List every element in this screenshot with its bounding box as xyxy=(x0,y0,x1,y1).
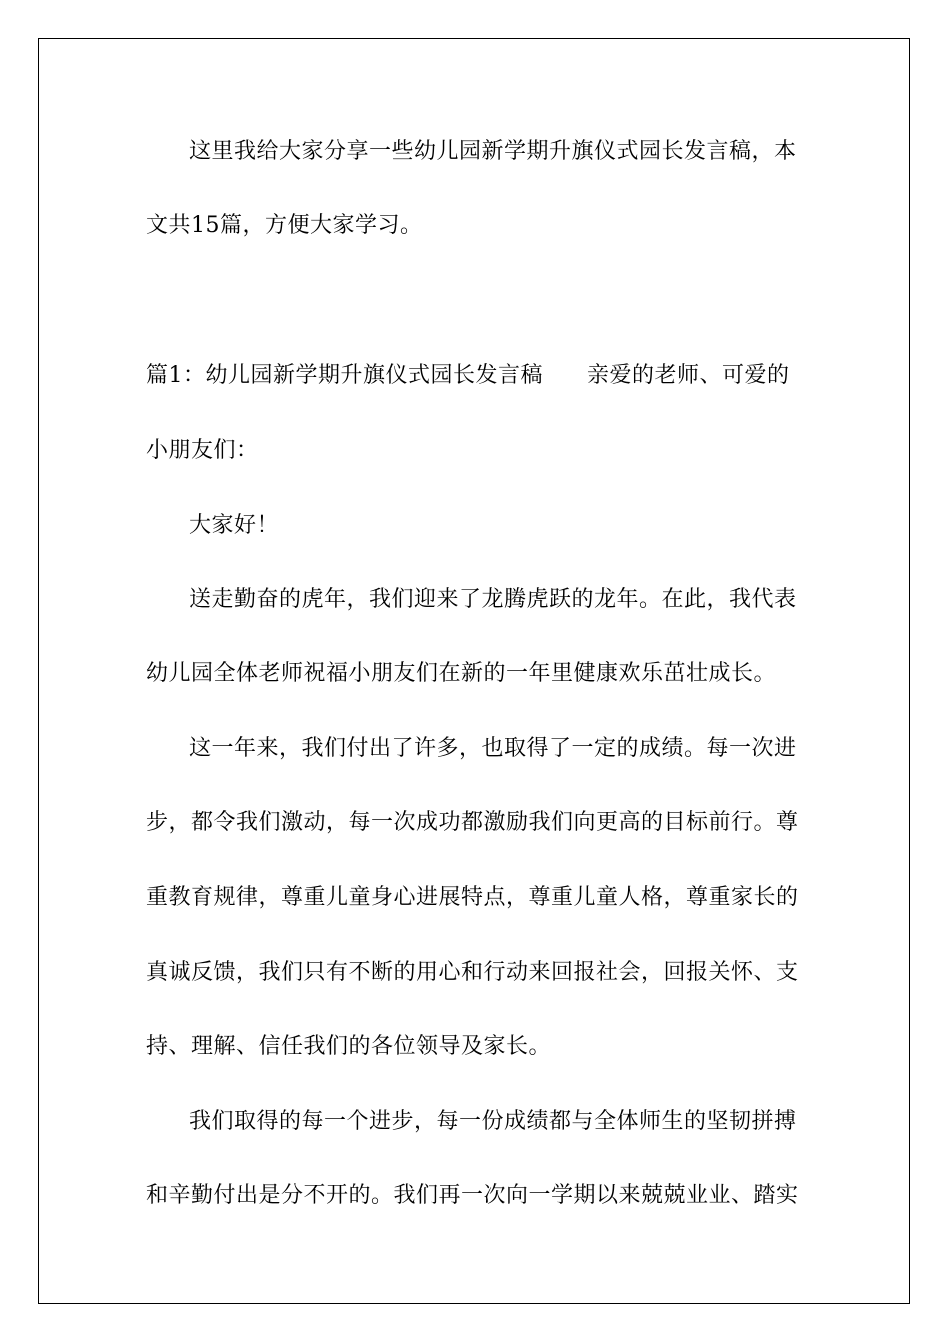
paragraph-3-line-1: 我们取得的每一个进步，每一份成绩都与全体师生的坚韧拼搏 xyxy=(189,1109,797,1134)
paragraph-2-line-2: 步，都令我们激动，每一次成功都激励我们向更高的目标前行。尊 xyxy=(146,810,799,835)
paragraph-2-line-1: 这一年来，我们付出了许多，也取得了一定的成绩。每一次进 xyxy=(189,736,797,761)
salutation-start: 亲爱的老师、可爱的 xyxy=(587,363,790,388)
intro-line-1: 这里我给大家分享一些幼儿园新学期升旗仪式园长发言稿，本 xyxy=(189,139,797,164)
paragraph-1-line-2: 幼儿园全体老师祝福小朋友们在新的一年里健康欢乐茁壮成长。 xyxy=(146,661,777,686)
greeting: 大家好！ xyxy=(189,513,280,538)
paragraph-2-line-5: 持、理解、信任我们的各位领导及家长。 xyxy=(146,1034,552,1059)
paragraph-2-line-4: 真诚反馈，我们只有不断的用心和行动来回报社会，回报关怀、支 xyxy=(146,960,799,985)
salutation-end: 小朋友们： xyxy=(146,438,259,463)
intro-line-2: 文共15篇，方便大家学习。 xyxy=(146,213,423,238)
paragraph-3-line-2: 和辛勤付出是分不开的。我们再一次向一学期以来兢兢业业、踏实 xyxy=(146,1183,799,1208)
section-heading-line xyxy=(146,361,806,391)
paragraph-2-line-3: 重教育规律，尊重儿童身心进展特点，尊重儿童人格，尊重家长的 xyxy=(146,885,799,910)
section-title: 篇1：幼儿园新学期升旗仪式园长发言稿 xyxy=(146,363,543,388)
paragraph-1-line-1: 送走勤奋的虎年，我们迎来了龙腾虎跃的龙年。在此，我代表 xyxy=(189,587,797,612)
